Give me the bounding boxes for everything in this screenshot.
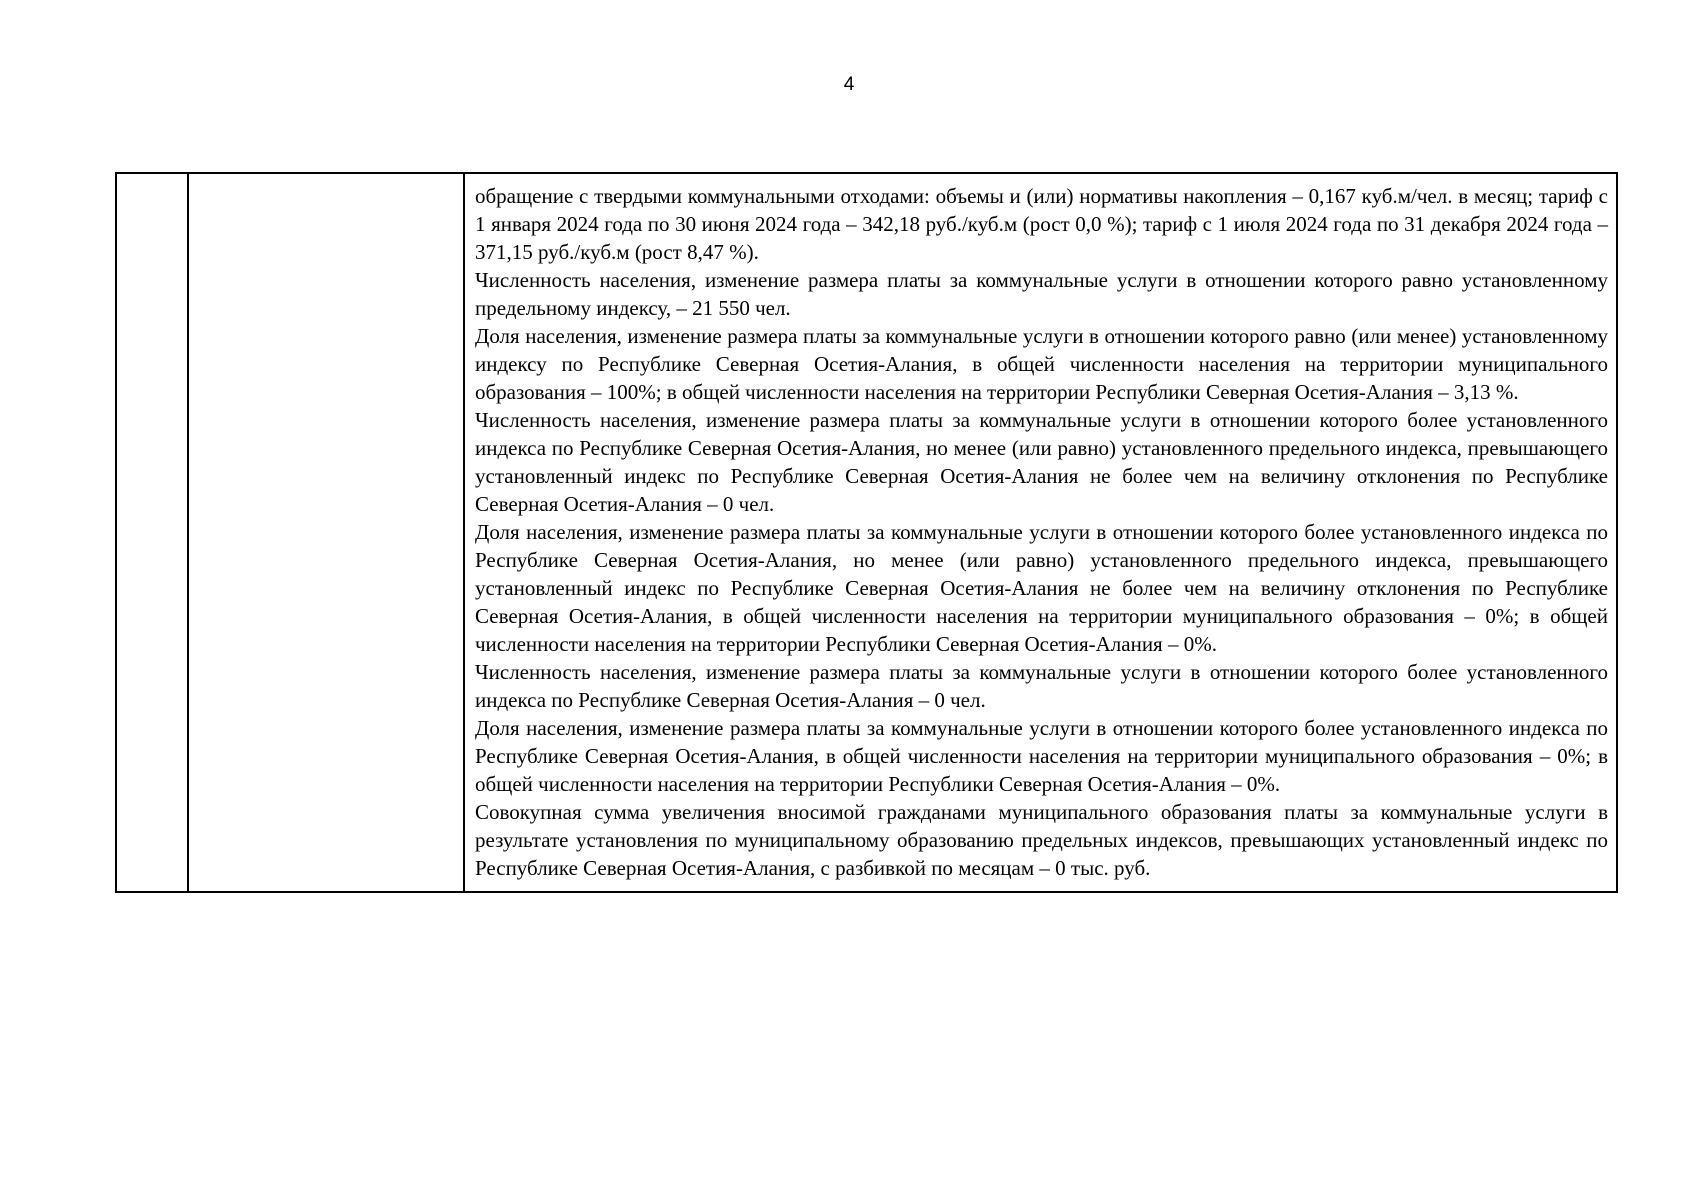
- table-row: [116, 173, 1617, 892]
- paragraph-share-within-index: Доля населения, изменение размера платы за коммунальные услуги в отношении которого равно (или менее) установленному индексу по Республике Северная Осетия-Алания, в общей численности населения на территории муниципального образования – 100%; в общей численности населения на территории Республики Северная Осетия-Алания – 3,13 %.: [475, 324, 1608, 404]
- table-cell-description: [464, 173, 1617, 892]
- document-table: [115, 172, 1618, 893]
- page-number: 4: [843, 74, 855, 95]
- table-cell-name: [188, 173, 464, 892]
- paragraph-population-limit-index: Численность населения, изменение размера платы за коммунальные услуги в отношении которого равно установленному предельному индексу, – 21 550 чел.: [475, 268, 1608, 320]
- paragraph-share-above-index: Доля населения, изменение размера платы за коммунальные услуги в отношении которого более установленного индекса по Республике Северная Осетия-Алания, в общей численности населения на территории муниципального образования – 0%; в общей численности населения на территории Республики Северная Осетия-Алания – 0%.: [475, 716, 1608, 796]
- paragraph-population-within-deviation: Численность населения, изменение размера платы за коммунальные услуги в отношении которого более установленного индекса по Республике Северная Осетия-Алания, но менее (или равно) установленного предельного индекса, превышающего установленный индекс по Республике Северная Осетия-Алания не более чем на величину отклонения по Республике Северная Осетия-Алания – 0 чел.: [475, 408, 1608, 516]
- paragraph-population-above-index: Численность населения, изменение размера платы за коммунальные услуги в отношении которого более установленного индекса по Республике Северная Осетия-Алания – 0 чел.: [475, 660, 1608, 712]
- paragraph-share-within-deviation: Доля населения, изменение размера платы за коммунальные услуги в отношении которого более установленного индекса по Республике Северная Осетия-Алания, но менее (или равно) установленного предельного индекса, превышающего установленный индекс по Республике Северная Осетия-Алания не более чем на величину отклонения по Республике Северная Осетия-Алания, в общей численности населения на территории муниципального образования – 0%; в общей численности населения на территории Республики Северная Осетия-Алания – 0%.: [475, 520, 1608, 656]
- paragraph-msw-tariff: обращение с твердыми коммунальными отходами: объемы и (или) нормативы накопления – 0,167 куб.м/чел. в месяц; тариф с 1 января 2024 года по 30 июня 2024 года – 342,18 руб./куб.м (рост 0,0 %); тариф с 1 июля 2024 года по 31 декабря 2024 года – 371,15 руб./куб.м (рост 8,47 %).: [475, 184, 1608, 264]
- table-cell-number: [116, 173, 188, 892]
- paragraph-total-increase: Совокупная сумма увеличения вносимой гражданами муниципального образования платы за коммунальные услуги в результате установления по муниципальному образованию предельных индексов, превышающих установленный индекс по Республике Северная Осетия-Алания, с разбивкой по месяцам – 0 тыс. руб.: [475, 800, 1608, 880]
